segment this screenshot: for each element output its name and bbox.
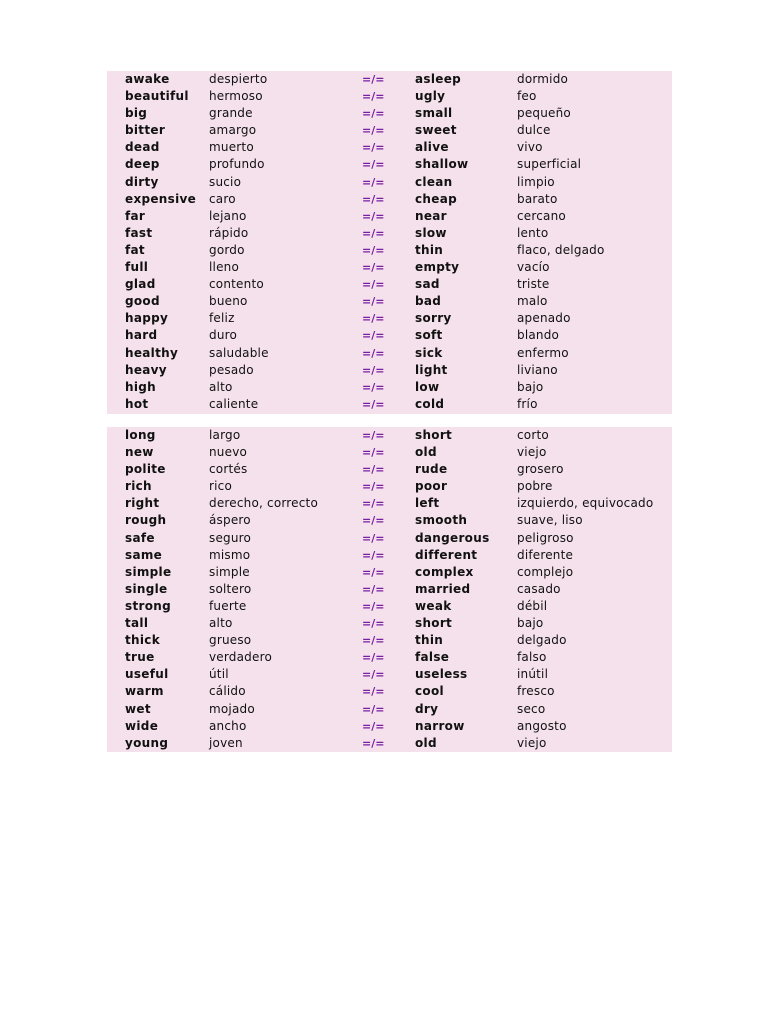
word-cell: happy xyxy=(125,311,169,326)
translation-cell: verdadero xyxy=(209,650,272,665)
not-equal-operator: =/= xyxy=(362,295,385,309)
translation-cell: simple xyxy=(209,564,250,579)
opposite-translation-cell: feo xyxy=(517,89,537,104)
table-row xyxy=(107,225,672,242)
translation-cell: alto xyxy=(209,379,233,394)
not-equal-operator: =/= xyxy=(362,312,385,326)
translation-cell: grande xyxy=(209,106,253,121)
word-cell: young xyxy=(125,735,169,750)
word-cell: dirty xyxy=(125,174,159,189)
table-row xyxy=(107,649,672,666)
translation-cell: cálido xyxy=(209,684,246,699)
not-equal-operator: =/= xyxy=(362,346,385,360)
table-row xyxy=(107,174,672,191)
opposite-word-cell: different xyxy=(415,547,478,562)
table-row xyxy=(107,512,672,529)
not-equal-operator: =/= xyxy=(362,226,385,240)
opposite-word-cell: smooth xyxy=(415,513,468,528)
table-row xyxy=(107,547,672,564)
vocabulary-table-2 xyxy=(107,427,672,752)
translation-cell: rápido xyxy=(209,225,249,240)
table-row xyxy=(107,598,672,615)
word-cell: safe xyxy=(125,530,155,545)
table-row xyxy=(107,478,672,495)
not-equal-operator: =/= xyxy=(362,261,385,275)
table-row xyxy=(107,310,672,327)
table-rows xyxy=(107,71,672,413)
opposite-translation-cell: fresco xyxy=(517,684,555,699)
opposite-word-cell: short xyxy=(415,616,453,631)
opposite-word-cell: cold xyxy=(415,396,445,411)
opposite-word-cell: dangerous xyxy=(415,530,490,545)
opposite-translation-cell: vivo xyxy=(517,140,543,155)
table-row xyxy=(107,293,672,310)
opposite-translation-cell: grosero xyxy=(517,462,564,477)
word-cell: good xyxy=(125,294,160,309)
word-cell: warm xyxy=(125,684,164,699)
opposite-word-cell: alive xyxy=(415,140,449,155)
translation-cell: amargo xyxy=(209,123,257,138)
not-equal-operator: =/= xyxy=(362,599,385,613)
opposite-word-cell: sick xyxy=(415,345,443,360)
word-cell: rough xyxy=(125,513,167,528)
not-equal-operator: =/= xyxy=(362,565,385,579)
translation-cell: ancho xyxy=(209,718,247,733)
not-equal-operator: =/= xyxy=(362,73,385,86)
not-equal-operator: =/= xyxy=(362,429,385,442)
opposite-word-cell: left xyxy=(415,496,440,511)
table-row xyxy=(107,427,672,444)
translation-cell: largo xyxy=(209,428,241,442)
opposite-word-cell: soft xyxy=(415,328,443,343)
opposite-word-cell: ugly xyxy=(415,89,446,104)
table-row xyxy=(107,88,672,105)
table-row xyxy=(107,139,672,156)
word-cell: rich xyxy=(125,479,152,494)
word-cell: single xyxy=(125,581,168,596)
opposite-word-cell: cheap xyxy=(415,191,457,206)
opposite-word-cell: useless xyxy=(415,667,468,682)
opposite-word-cell: asleep xyxy=(415,72,462,86)
opposite-word-cell: low xyxy=(415,379,440,394)
table-row xyxy=(107,345,672,362)
opposite-translation-cell: enfermo xyxy=(517,345,569,360)
table-row xyxy=(107,396,672,413)
opposite-translation-cell: frío xyxy=(517,396,538,411)
table-row xyxy=(107,666,672,683)
not-equal-operator: =/= xyxy=(362,531,385,545)
not-equal-operator: =/= xyxy=(362,397,385,411)
opposite-word-cell: thin xyxy=(415,242,444,257)
word-cell: beautiful xyxy=(125,89,189,104)
not-equal-operator: =/= xyxy=(362,278,385,292)
not-equal-operator: =/= xyxy=(362,243,385,257)
translation-cell: duro xyxy=(209,328,238,343)
vocabulary-table-1 xyxy=(107,71,672,414)
word-cell: true xyxy=(125,650,155,665)
word-cell: hot xyxy=(125,396,149,411)
not-equal-operator: =/= xyxy=(362,634,385,648)
opposite-translation-cell: lento xyxy=(517,225,549,240)
opposite-translation-cell: dormido xyxy=(517,72,569,86)
word-cell: far xyxy=(125,208,146,223)
word-cell: wide xyxy=(125,718,159,733)
word-cell: long xyxy=(125,428,156,442)
opposite-translation-cell: delgado xyxy=(517,633,567,648)
translation-cell: hermoso xyxy=(209,89,263,104)
opposite-translation-cell: flaco, delgado xyxy=(517,242,605,257)
opposite-translation-cell: superficial xyxy=(517,157,582,172)
opposite-word-cell: near xyxy=(415,208,447,223)
translation-cell: grueso xyxy=(209,633,252,648)
opposite-word-cell: bad xyxy=(415,294,442,309)
opposite-word-cell: clean xyxy=(415,174,453,189)
opposite-translation-cell: suave, liso xyxy=(517,513,583,528)
not-equal-operator: =/= xyxy=(362,446,385,460)
opposite-translation-cell: débil xyxy=(517,598,548,613)
word-cell: high xyxy=(125,379,156,394)
opposite-translation-cell: izquierdo, equivocado xyxy=(517,496,654,511)
not-equal-operator: =/= xyxy=(362,702,385,716)
translation-cell: soltero xyxy=(209,581,252,596)
opposite-translation-cell: dulce xyxy=(517,123,551,138)
opposite-translation-cell: corto xyxy=(517,428,549,442)
opposite-translation-cell: bajo xyxy=(517,379,544,394)
word-cell: big xyxy=(125,106,148,121)
table-row xyxy=(107,379,672,396)
table-row xyxy=(107,701,672,718)
opposite-translation-cell: seco xyxy=(517,701,546,716)
table-row xyxy=(107,327,672,344)
translation-cell: sucio xyxy=(209,174,242,189)
word-cell: tall xyxy=(125,616,149,631)
not-equal-operator: =/= xyxy=(362,617,385,631)
word-cell: useful xyxy=(125,667,169,682)
translation-cell: muerto xyxy=(209,140,254,155)
not-equal-operator: =/= xyxy=(362,582,385,596)
word-cell: fast xyxy=(125,225,153,240)
not-equal-operator: =/= xyxy=(362,685,385,699)
word-cell: glad xyxy=(125,277,156,292)
not-equal-operator: =/= xyxy=(362,329,385,343)
translation-cell: rico xyxy=(209,479,233,494)
opposite-word-cell: sweet xyxy=(415,123,457,138)
opposite-translation-cell: blando xyxy=(517,328,560,343)
translation-cell: mismo xyxy=(209,547,251,562)
opposite-translation-cell: triste xyxy=(517,277,550,292)
opposite-word-cell: poor xyxy=(415,479,448,494)
not-equal-operator: =/= xyxy=(362,380,385,394)
opposite-word-cell: complex xyxy=(415,564,474,579)
translation-cell: caro xyxy=(209,191,236,206)
opposite-word-cell: false xyxy=(415,650,450,665)
opposite-word-cell: dry xyxy=(415,701,439,716)
translation-cell: nuevo xyxy=(209,445,248,460)
opposite-translation-cell: bajo xyxy=(517,616,544,631)
opposite-translation-cell: viejo xyxy=(517,445,547,460)
opposite-word-cell: slow xyxy=(415,225,447,240)
word-cell: healthy xyxy=(125,345,179,360)
word-cell: deep xyxy=(125,157,160,172)
not-equal-operator: =/= xyxy=(362,668,385,682)
table-row xyxy=(107,495,672,512)
word-cell: full xyxy=(125,260,149,275)
table-row xyxy=(107,276,672,293)
translation-cell: lleno xyxy=(209,260,239,275)
opposite-word-cell: short xyxy=(415,428,453,442)
opposite-word-cell: weak xyxy=(415,598,452,613)
table-rows xyxy=(107,427,672,752)
word-cell: strong xyxy=(125,598,171,613)
opposite-word-cell: sad xyxy=(415,277,440,292)
opposite-word-cell: cool xyxy=(415,684,444,699)
word-cell: same xyxy=(125,547,163,562)
not-equal-operator: =/= xyxy=(362,651,385,665)
opposite-translation-cell: vacío xyxy=(517,260,550,275)
opposite-translation-cell: inútil xyxy=(517,667,549,682)
not-equal-operator: =/= xyxy=(362,548,385,562)
not-equal-operator: =/= xyxy=(362,158,385,172)
opposite-translation-cell: malo xyxy=(517,294,548,309)
table-row xyxy=(107,615,672,632)
table-row xyxy=(107,581,672,598)
not-equal-operator: =/= xyxy=(362,480,385,494)
word-cell: fat xyxy=(125,242,145,257)
opposite-translation-cell: viejo xyxy=(517,735,547,750)
translation-cell: gordo xyxy=(209,242,245,257)
word-cell: simple xyxy=(125,564,172,579)
opposite-translation-cell: falso xyxy=(517,650,547,665)
opposite-word-cell: sorry xyxy=(415,311,452,326)
word-cell: hard xyxy=(125,328,158,343)
opposite-translation-cell: liviano xyxy=(517,362,558,377)
table-row xyxy=(107,242,672,259)
opposite-translation-cell: angosto xyxy=(517,718,567,733)
table-row xyxy=(107,735,672,752)
translation-cell: útil xyxy=(209,667,229,682)
not-equal-operator: =/= xyxy=(362,141,385,155)
table-row xyxy=(107,530,672,547)
not-equal-operator: =/= xyxy=(362,497,385,511)
translation-cell: caliente xyxy=(209,396,259,411)
word-cell: thick xyxy=(125,633,160,648)
not-equal-operator: =/= xyxy=(362,124,385,138)
opposite-word-cell: rude xyxy=(415,462,448,477)
opposite-word-cell: thin xyxy=(415,633,444,648)
table-row xyxy=(107,156,672,173)
translation-cell: profundo xyxy=(209,157,265,172)
not-equal-operator: =/= xyxy=(362,192,385,206)
opposite-translation-cell: pobre xyxy=(517,479,553,494)
table-row xyxy=(107,105,672,122)
translation-cell: feliz xyxy=(209,311,235,326)
table-row xyxy=(107,632,672,649)
word-cell: heavy xyxy=(125,362,167,377)
opposite-translation-cell: complejo xyxy=(517,564,574,579)
opposite-word-cell: narrow xyxy=(415,718,465,733)
translation-cell: fuerte xyxy=(209,598,247,613)
table-row xyxy=(107,122,672,139)
opposite-word-cell: shallow xyxy=(415,157,469,172)
translation-cell: áspero xyxy=(209,513,251,528)
word-cell: wet xyxy=(125,701,151,716)
not-equal-operator: =/= xyxy=(362,514,385,528)
not-equal-operator: =/= xyxy=(362,463,385,477)
table-row xyxy=(107,683,672,700)
opposite-translation-cell: peligroso xyxy=(517,530,574,545)
not-equal-operator: =/= xyxy=(362,107,385,121)
translation-cell: mojado xyxy=(209,701,255,716)
word-cell: expensive xyxy=(125,191,197,206)
word-cell: polite xyxy=(125,462,166,477)
table-row xyxy=(107,191,672,208)
word-cell: bitter xyxy=(125,123,166,138)
translation-cell: joven xyxy=(209,735,243,750)
opposite-word-cell: old xyxy=(415,735,437,750)
translation-cell: saludable xyxy=(209,345,269,360)
opposite-word-cell: light xyxy=(415,362,448,377)
not-equal-operator: =/= xyxy=(362,209,385,223)
opposite-translation-cell: barato xyxy=(517,191,558,206)
opposite-word-cell: old xyxy=(415,445,437,460)
opposite-translation-cell: limpio xyxy=(517,174,555,189)
translation-cell: despierto xyxy=(209,72,268,86)
opposite-translation-cell: casado xyxy=(517,581,561,596)
not-equal-operator: =/= xyxy=(362,363,385,377)
not-equal-operator: =/= xyxy=(362,90,385,104)
opposite-word-cell: small xyxy=(415,106,453,121)
table-row xyxy=(107,718,672,735)
not-equal-operator: =/= xyxy=(362,175,385,189)
translation-cell: contento xyxy=(209,277,264,292)
translation-cell: derecho, correcto xyxy=(209,496,318,511)
word-cell: right xyxy=(125,496,160,511)
opposite-word-cell: married xyxy=(415,581,471,596)
translation-cell: pesado xyxy=(209,362,254,377)
opposite-translation-cell: diferente xyxy=(517,547,574,562)
table-row xyxy=(107,259,672,276)
opposite-translation-cell: cercano xyxy=(517,208,566,223)
word-cell: dead xyxy=(125,140,160,155)
table-row xyxy=(107,362,672,379)
opposite-word-cell: empty xyxy=(415,260,460,275)
table-row xyxy=(107,461,672,478)
table-row xyxy=(107,564,672,581)
table-row xyxy=(107,444,672,461)
translation-cell: cortés xyxy=(209,462,248,477)
word-cell: awake xyxy=(125,72,170,86)
opposite-translation-cell: apenado xyxy=(517,311,571,326)
translation-cell: lejano xyxy=(209,208,247,223)
not-equal-operator: =/= xyxy=(362,719,385,733)
translation-cell: bueno xyxy=(209,294,248,309)
translation-cell: seguro xyxy=(209,530,252,545)
not-equal-operator: =/= xyxy=(362,736,385,750)
translation-cell: alto xyxy=(209,616,233,631)
table-row xyxy=(107,71,672,88)
table-row xyxy=(107,208,672,225)
word-cell: new xyxy=(125,445,154,460)
opposite-translation-cell: pequeño xyxy=(517,106,571,121)
